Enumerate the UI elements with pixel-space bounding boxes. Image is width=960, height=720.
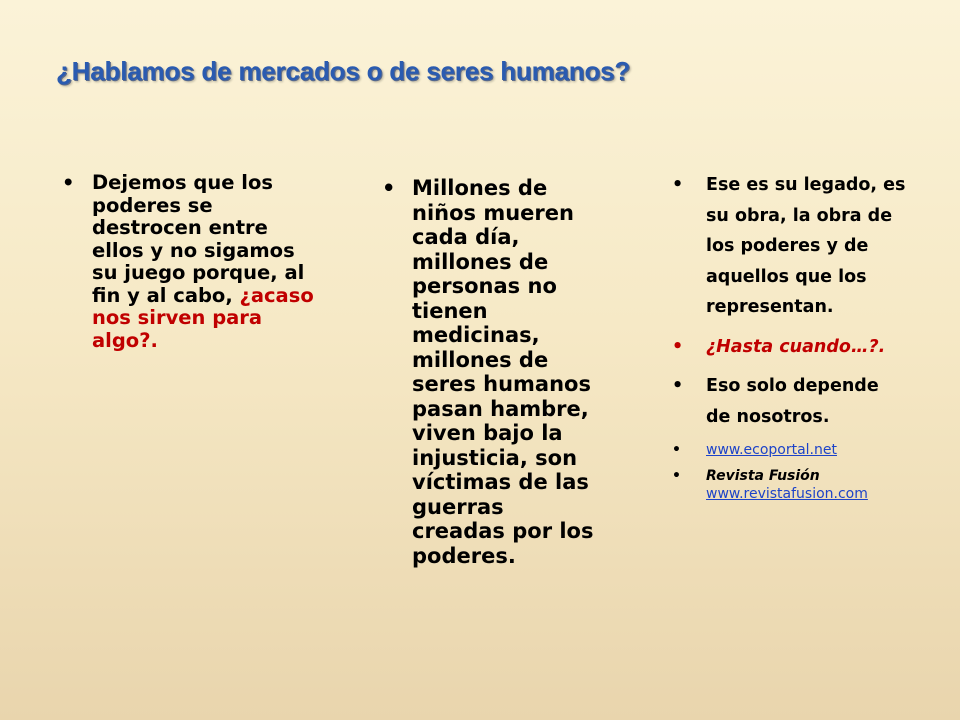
bullet-item [672,332,906,363]
revistafusion-link[interactable]: www.revistafusion.com [706,486,868,502]
bullet-icon: • [672,175,684,195]
bullet-item [62,171,324,352]
bullet-icon: • [672,336,684,357]
bullet-icon: • [382,176,396,200]
slide-title: ¿Hablamos de mercados o de seres humanos? [56,56,631,86]
highlight-text: ¿acaso nos sirven para algo?. [92,283,314,352]
bullet-item [672,371,906,432]
column-right [672,170,906,511]
bullet-text: Eso solo depende de nosotros. [706,376,879,427]
bullet-icon: • [672,467,681,484]
bullet-item [382,176,602,568]
question-text: ¿Hasta cuando…?. [706,336,886,357]
bullet-text: Ese es su legado, es su obra, la obra de los poderes y de aquellos que los representan. [706,175,906,317]
bullet-item [672,467,906,504]
column-left [62,171,324,352]
bullet-icon: • [672,442,681,458]
ecoportal-link[interactable]: www.ecoportal.net [706,442,837,458]
bullet-icon: • [672,376,684,396]
bullet-text: Millones de niños mueren cada día, millones de personas no tienen medicinas, millones de seres humanos pasan hambre, viven bajo la injusticia, son víctimas de las guerras creadas por los poderes. [412,176,594,568]
bullet-icon: • [62,171,75,194]
column-middle [382,176,602,568]
bullet-item [672,441,906,460]
bullet-text: Dejemos que los poderes se destrocen entre ellos y no sigamos su juego porque, al fin y al cabo, [92,171,305,307]
bullet-item [672,170,906,323]
source-label: Revista Fusión [706,467,820,484]
